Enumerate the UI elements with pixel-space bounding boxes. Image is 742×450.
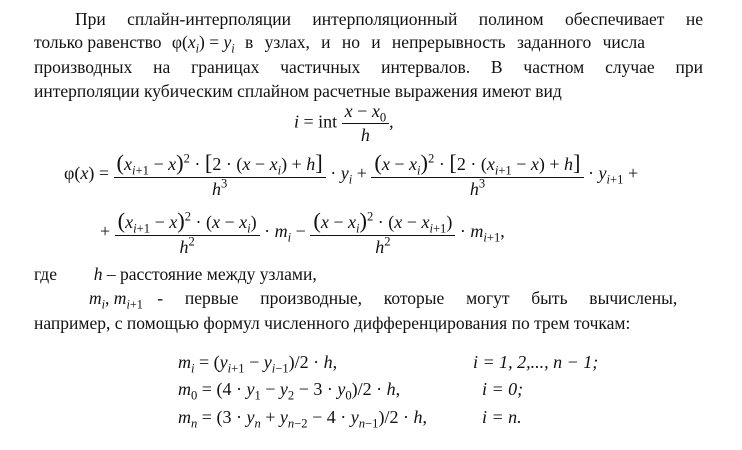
formula-m-0: $m_0 = (4 \cdot y_1 - y_2 - 3 \cdot y_0)/2 \cdot h$, bbox=[178, 379, 401, 403]
where-line: где h – расстояние между узлами, bbox=[34, 264, 317, 284]
formula-m-n: $m_n = (3 \cdot y_n + y_{n-2} - 4 \cdot y_{n-1})/2 \cdot h$, bbox=[178, 407, 427, 431]
formula-spline-line-1: φ(x) = $\frac{(x_{i+1} - x)^2 \cdot [2 \cdot (x - x_i) + h]}{h^3}$ · $y_i$ + $\frac{(x - x_i)^2 \cdot [2 \cdot (x_{i+1} - x) + h]}{h^3}$ · $y_{i+1}$ + bbox=[64, 150, 639, 199]
condition-1: i = 1, 2,..., n − 1; bbox=[473, 352, 599, 372]
h-definition: – расстояние между узлами, bbox=[106, 264, 317, 284]
condition-2: i = 0; bbox=[482, 379, 524, 399]
paragraph-line-1: При сплайн-интерполяции интерполяционный полином обеспечивает не bbox=[75, 9, 703, 29]
inline-formula-phi: $\varphi(x_i) = y_i$ bbox=[171, 32, 235, 56]
paragraph-line-2-end: в узлах, и но и непрерывность заданного числа bbox=[245, 32, 646, 52]
formula-interval-index: i = int $\frac{x - x_0}{h}$ , bbox=[294, 101, 394, 145]
formula-m-i: $m_i = (y_{i+1} - y_{i-1})/2 \cdot h$, bbox=[178, 352, 338, 376]
where-word: где bbox=[34, 264, 57, 284]
paragraph-line-4: интерполяции кубическим сплайном расчетные выражения имеют вид bbox=[34, 81, 562, 101]
paragraph-line-2-start: только равенство bbox=[34, 32, 162, 52]
formula-spline-line-2: + $\frac{(x_{i+1} - x)^2 \cdot (x - x_i)}{h^2}$ · $m_i$ − $\frac{(x - x_i)^2 \cdot (x - x_{i+1})}{h^2}$ · $m_{i+1}$, bbox=[100, 208, 505, 257]
condition-3: i = n. bbox=[482, 407, 522, 427]
paragraph-line-3: производных на границах частичных интервалов. В частном случае при bbox=[34, 57, 703, 77]
paragraph-line-2 bbox=[34, 31, 703, 56]
m-definition: - первые производные, которые могут быть вычислены, bbox=[157, 288, 678, 308]
m-symbols: $m_i$, $m_{i+1}$ bbox=[89, 288, 143, 312]
derivatives-line bbox=[89, 287, 703, 312]
explanation-last-line: например, с помощью формул численного дифференцирования по трем точкам: bbox=[34, 313, 631, 333]
